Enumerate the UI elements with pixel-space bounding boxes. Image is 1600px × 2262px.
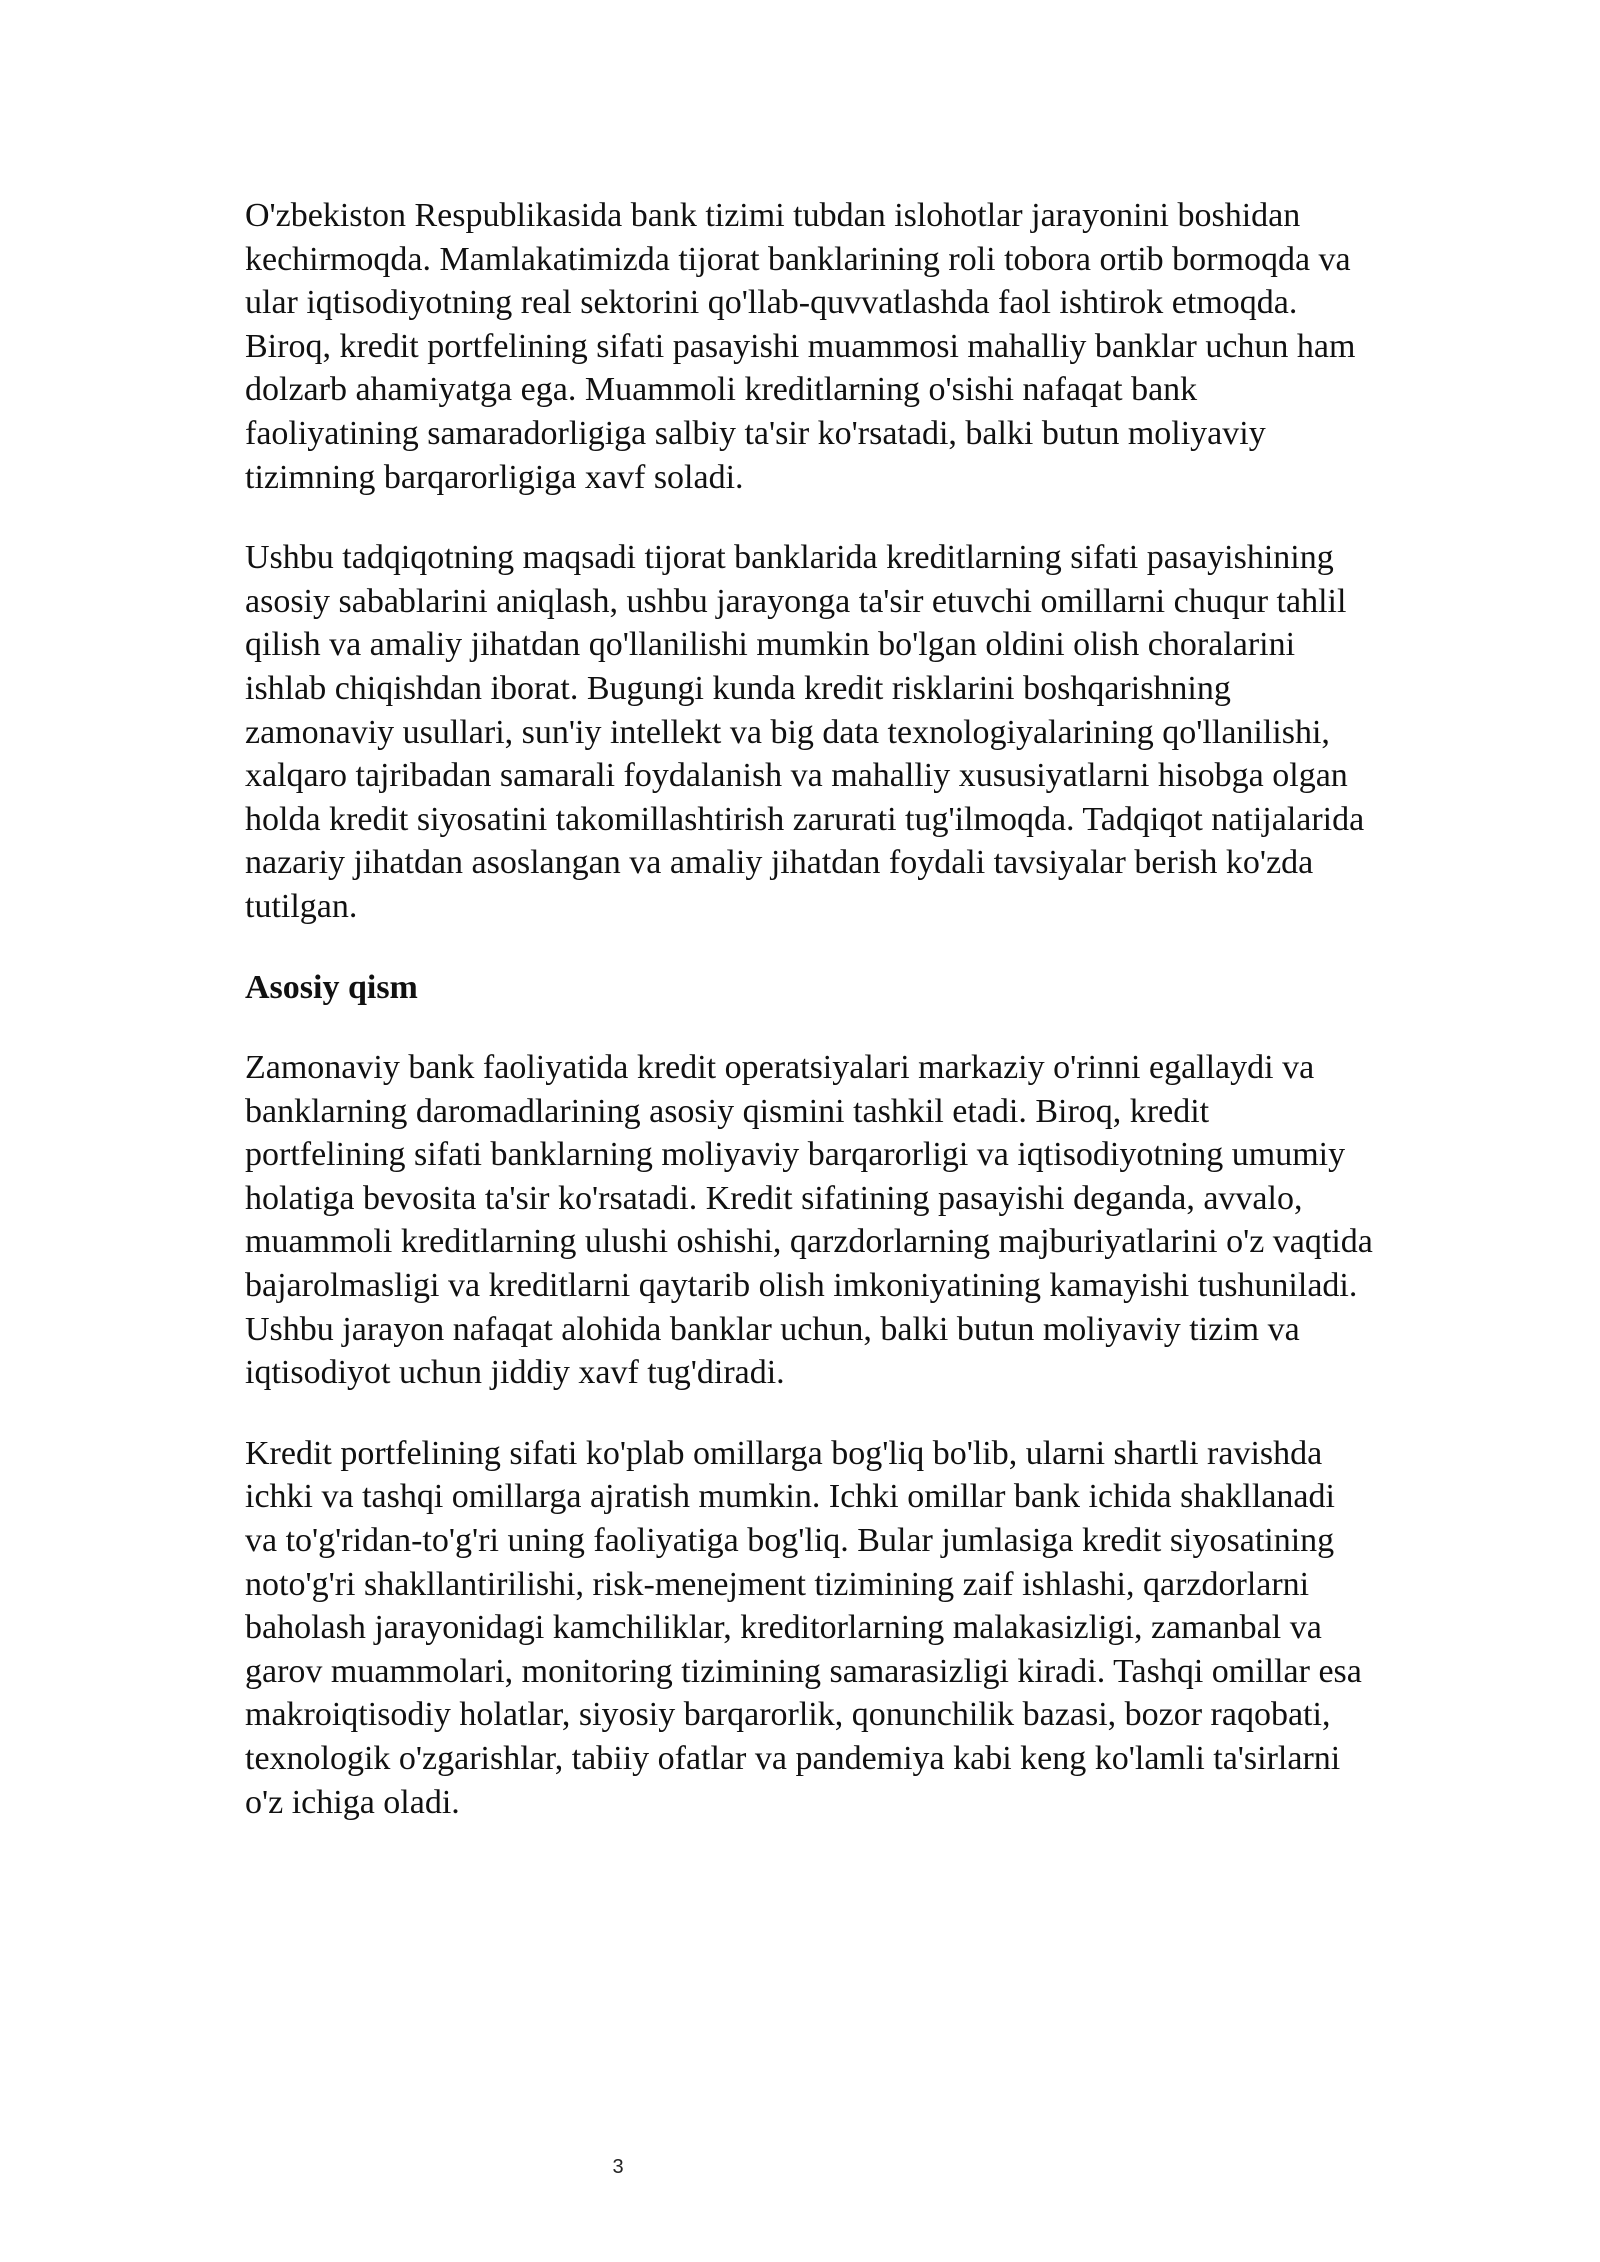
paragraph-intro-2: Ushbu tadqiqotning maqsadi tijorat banklarida kreditlarning sifati pasayishining asosiy sabablarini aniqlash, ushbu jarayonga ta'sir etuvchi omillarni chuqur tahlil qilish va amaliy jihatdan qo'llanilishi mumkin bo'lgan oldini olish choralarini ishlab chiqishdan iborat. Bugungi kunda kredit risklarini boshqarishning zamonaviy usullari, sun'iy intellekt va big data texnologiyalarining qo'llanilishi, xalqaro tajribadan samarali foydalanish va mahalliy xususiyatlarni hisobga olgan holda kredit siyosatini takomillashtirish zarurati tug'ilmoqda. Tadqiqot natijalarida nazariy jihatdan asoslangan va amaliy jihatdan foydali tavsiyalar berish ko'zda tutilgan.: [245, 539, 1365, 925]
paragraph-main-1: Zamonaviy bank faoliyatida kredit operatsiyalari markaziy o'rinni egallaydi va banklarning daromadlarining asosiy qismini tashkil etadi. Biroq, kredit portfelining sifati banklarning moliyaviy barqarorligi va iqtisodiyotning umumiy holatiga bevosita ta'sir ko'rsatadi. Kredit sifatining pasayishi deganda, avvalo, muammoli kreditlarning ulushi oshishi, qarzdorlarning majburiyatlarini o'z vaqtida bajarolmasligi va kreditlarni qaytarib olish imkoniyatining kamayishi tushuniladi. Ushbu jarayon nafaqat alohida banklar uchun, balki butun moliyaviy tizim va iqtisodiyot uchun jiddiy xavf tug'diradi.: [245, 1049, 1373, 1392]
page-content: [245, 194, 1375, 1861]
section-heading: Asosiy qism: [245, 968, 418, 1006]
paragraph-intro-1: O'zbekiston Respublikasida bank tizimi tubdan islohotlar jarayonini boshidan kechirmoqda. Mamlakatimizda tijorat banklarining roli tobora ortib bormoqda va ular iqtisodiyotning real sektorini qo'llab-quvvatlashda faol ishtirok etmoqda. Biroq, kredit portfelining sifati pasayishi muammosi mahalliy banklar uchun ham dolzarb ahamiyatga ega. Muammoli kreditlarning o'sishi nafaqat bank faoliyatining samaradorligiga salbiy ta'sir ko'rsatadi, balki butun moliyaviy tizimning barqarorligiga xavf soladi.: [245, 197, 1356, 496]
page-number: 3: [612, 2156, 624, 2178]
paragraph-main-2: Kredit portfelining sifati ko'plab omillarga bog'liq bo'lib, ularni shartli ravishda ichki va tashqi omillarga ajratish mumkin. Ichki omillar bank ichida shakllanadi va to'g'ridan-to'g'ri uning faoliyatiga bog'liq. Bular jumlasiga kredit siyosatining noto'g'ri shakllantirilishi, risk-menejment tizimining zaif ishlashi, qarzdorlarni baholash jarayonidagi kamchiliklar, kreditorlarning malakasizligi, zamanbal va garov muammolari, monitoring tizimining samarasizligi kiradi. Tashqi omillar esa makroiqtisodiy holatlar, siyosiy barqarorlik, qonunchilik bazasi, bozor raqobati, texnologik o'zgarishlar, tabiiy ofatlar va pandemiya kabi keng ko'lamli ta'sirlarni o'z ichiga oladi.: [245, 1434, 1362, 1821]
